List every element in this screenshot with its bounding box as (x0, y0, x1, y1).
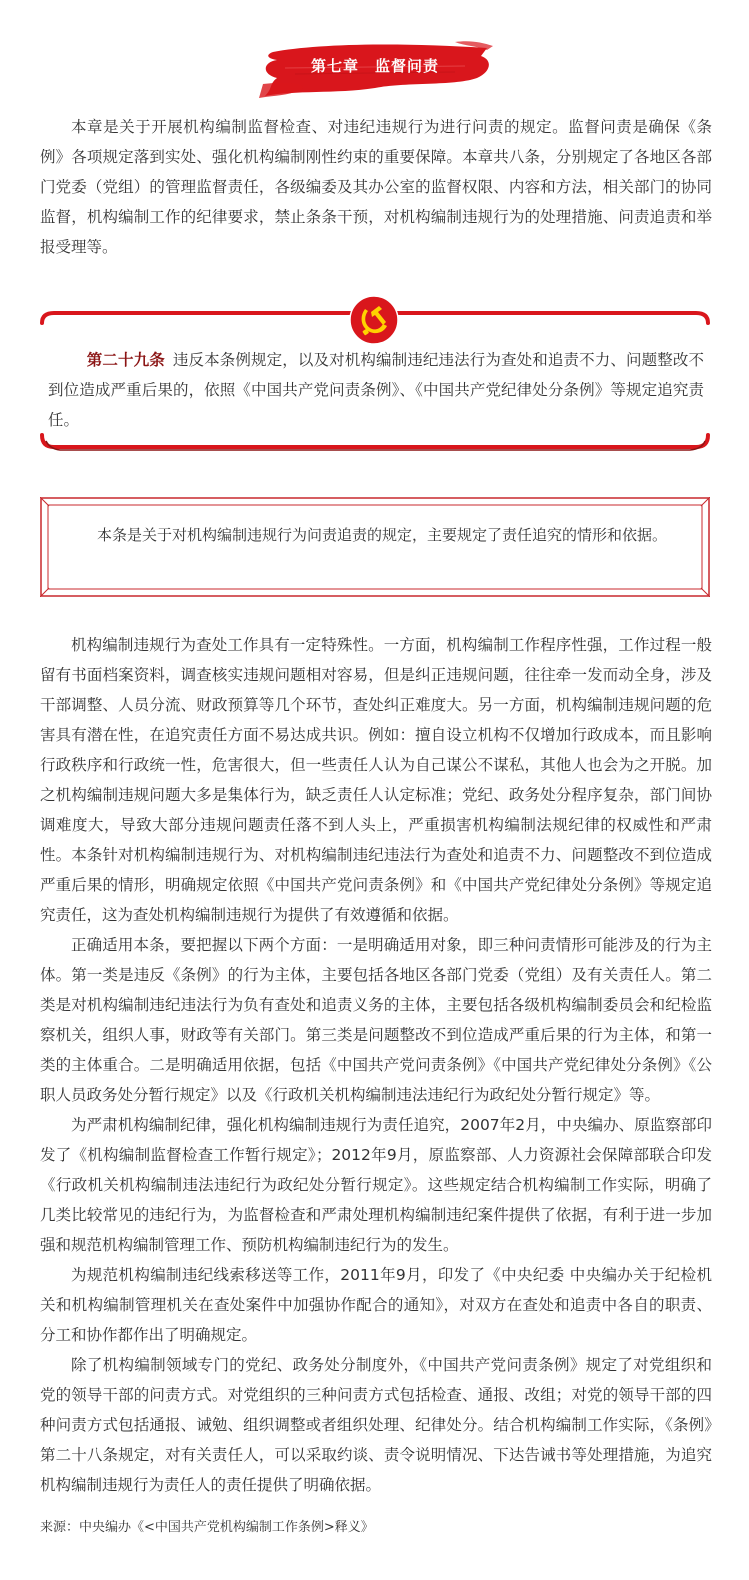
commentary (40, 630, 712, 1500)
commentary-paragraph: 为规范机构编制违纪线索移送等工作，2011年9月，印发了《中央纪委 中央编办关于纪检机关和机构编制管理机关在查处案件中加强协作配合的通知》，对双方在查处和追责中各自的职责、分工和协作都作出了明确规定。 (40, 1266, 712, 1344)
commentary-paragraph: 正确适用本条，要把握以下两个方面：一是明确适用对象，即三种问责情形可能涉及的行为主体。第一类是违反《条例》的行为主体，主要包括各地区各部门党委（党组）及有关责任人。第二类是对机构编制违纪违法行为负有查处和追责义务的主体，主要包括各级机构编制委员会和纪检监察机关，组织人事，财政等有关部门。第三类是问题整改不到位造成严重后果的行为主体，和第一类的主体重合。二是明确适用依据，包括《中国共产党问责条例》《中国共产党纪律处分条例》《公职人员政务处分暂行规定》以及《行政机关机构编制违法违纪行为政纪处分暂行规定》等。 (40, 936, 712, 1104)
summary-box (40, 497, 710, 597)
chapter-title: 第七章 监督问责 (310, 57, 439, 75)
summary-text: 本条是关于对机构编制违规行为问责追责的规定，主要规定了责任追究的情形和依据。 (96, 526, 667, 544)
party-emblem-icon (349, 295, 399, 345)
article-number: 第二十九条 (86, 351, 165, 369)
chapter-intro: 本章是关于开展机构编制监督检查、对违纪违规行为进行问责的规定。监督问责是确保《条例》各项规定落到实处、强化机构编制刚性约束的重要保障。本章共八条，分别规定了各地区各部门党委（党组）的管理监督责任，各级编委及其办公室的监督权限、内容和方法，相关部门的协同监督，机构编制工作的纪律要求，禁止条条干预，对机构编制违规行为的处理措施、问责追责和举报受理等。 (40, 118, 712, 256)
commentary-paragraph: 机构编制违规行为查处工作具有一定特殊性。一方面，机构编制工作程序性强，工作过程一般留有书面档案资料，调查核实违规问题相对容易，但是纠正违规问题，往往牵一发而动全身，涉及干部调整、人员分流、财政预算等几个环节，查处纠正难度大。另一方面，机构编制违规问题的危害具有潜在性，在追究责任方面不易达成共识。例如：擅自设立机构不仅增加行政成本，而且影响行政秩序和行政统一性，危害很大，但一些责任人认为自己谋公不谋私，其他人也会为之开脱。加之机构编制违规问题大多是集体行为，缺乏责任人认定标准；党纪、政务处分程序复杂，部门间协调难度大，导致大部分违规问题责任落不到人头上，严重损害机构编制法规纪律的权威性和严肃性。本条针对机构编制违规行为、对机构编制违纪违法行为查处和追责不力、问题整改不到位造成严重后果的情形，明确规定依照《中国共产党问责条例》和《中国共产党纪律处分条例》等规定追究责任，这为查处机构编制违规行为提供了有效遵循和依据。 (40, 636, 712, 924)
commentary-paragraph: 除了机构编制领域专门的党纪、政务处分制度外，《中国共产党问责条例》规定了对党组织和党的领导干部的问责方式。对党组织的三种问责方式包括检查、通报、改组；对党的领导干部的四种问责方式包括通报、诫勉、组织调整或者组织处理、纪律处分。结合机构编制工作实际，《条例》第二十八条规定，对有关责任人，可以采取约谈、责令说明情况、下达告诫书等处理措施，为追究机构编制违规行为责任人的责任提供了明确依据。 (40, 1356, 712, 1494)
article-card (40, 295, 710, 455)
article-body (48, 345, 704, 435)
commentary-paragraph: 为严肃机构编制纪律，强化机构编制违规行为责任追究，2007年2月，中央编办、原监察部印发了《机构编制监督检查工作暂行规定》；2012年9月，原监察部、人力资源社会保障部联合印发《行政机关机构编制违法违纪行为政纪处分暂行规定》。这些规定结合机构编制工作实际，明确了几类比较常见的违纪行为，为监督检查和严肃处理机构编制违纪案件提供了依据，有利于进一步加强和规范机构编制管理工作、预防机构编制违纪行为的发生。 (40, 1116, 712, 1254)
article-text: 违反本条例规定，以及对机构编制违纪违法行为查处和追责不力、问题整改不到位造成严重后果的，依照《中国共产党问责条例》、《中国共产党纪律处分条例》等规定追究责任。 (48, 351, 704, 429)
source-line: 来源：中央编办《<中国共产党机构编制工作条例>释义》 (40, 1520, 374, 1535)
chapter-banner (255, 38, 495, 100)
summary-frame (40, 497, 710, 597)
